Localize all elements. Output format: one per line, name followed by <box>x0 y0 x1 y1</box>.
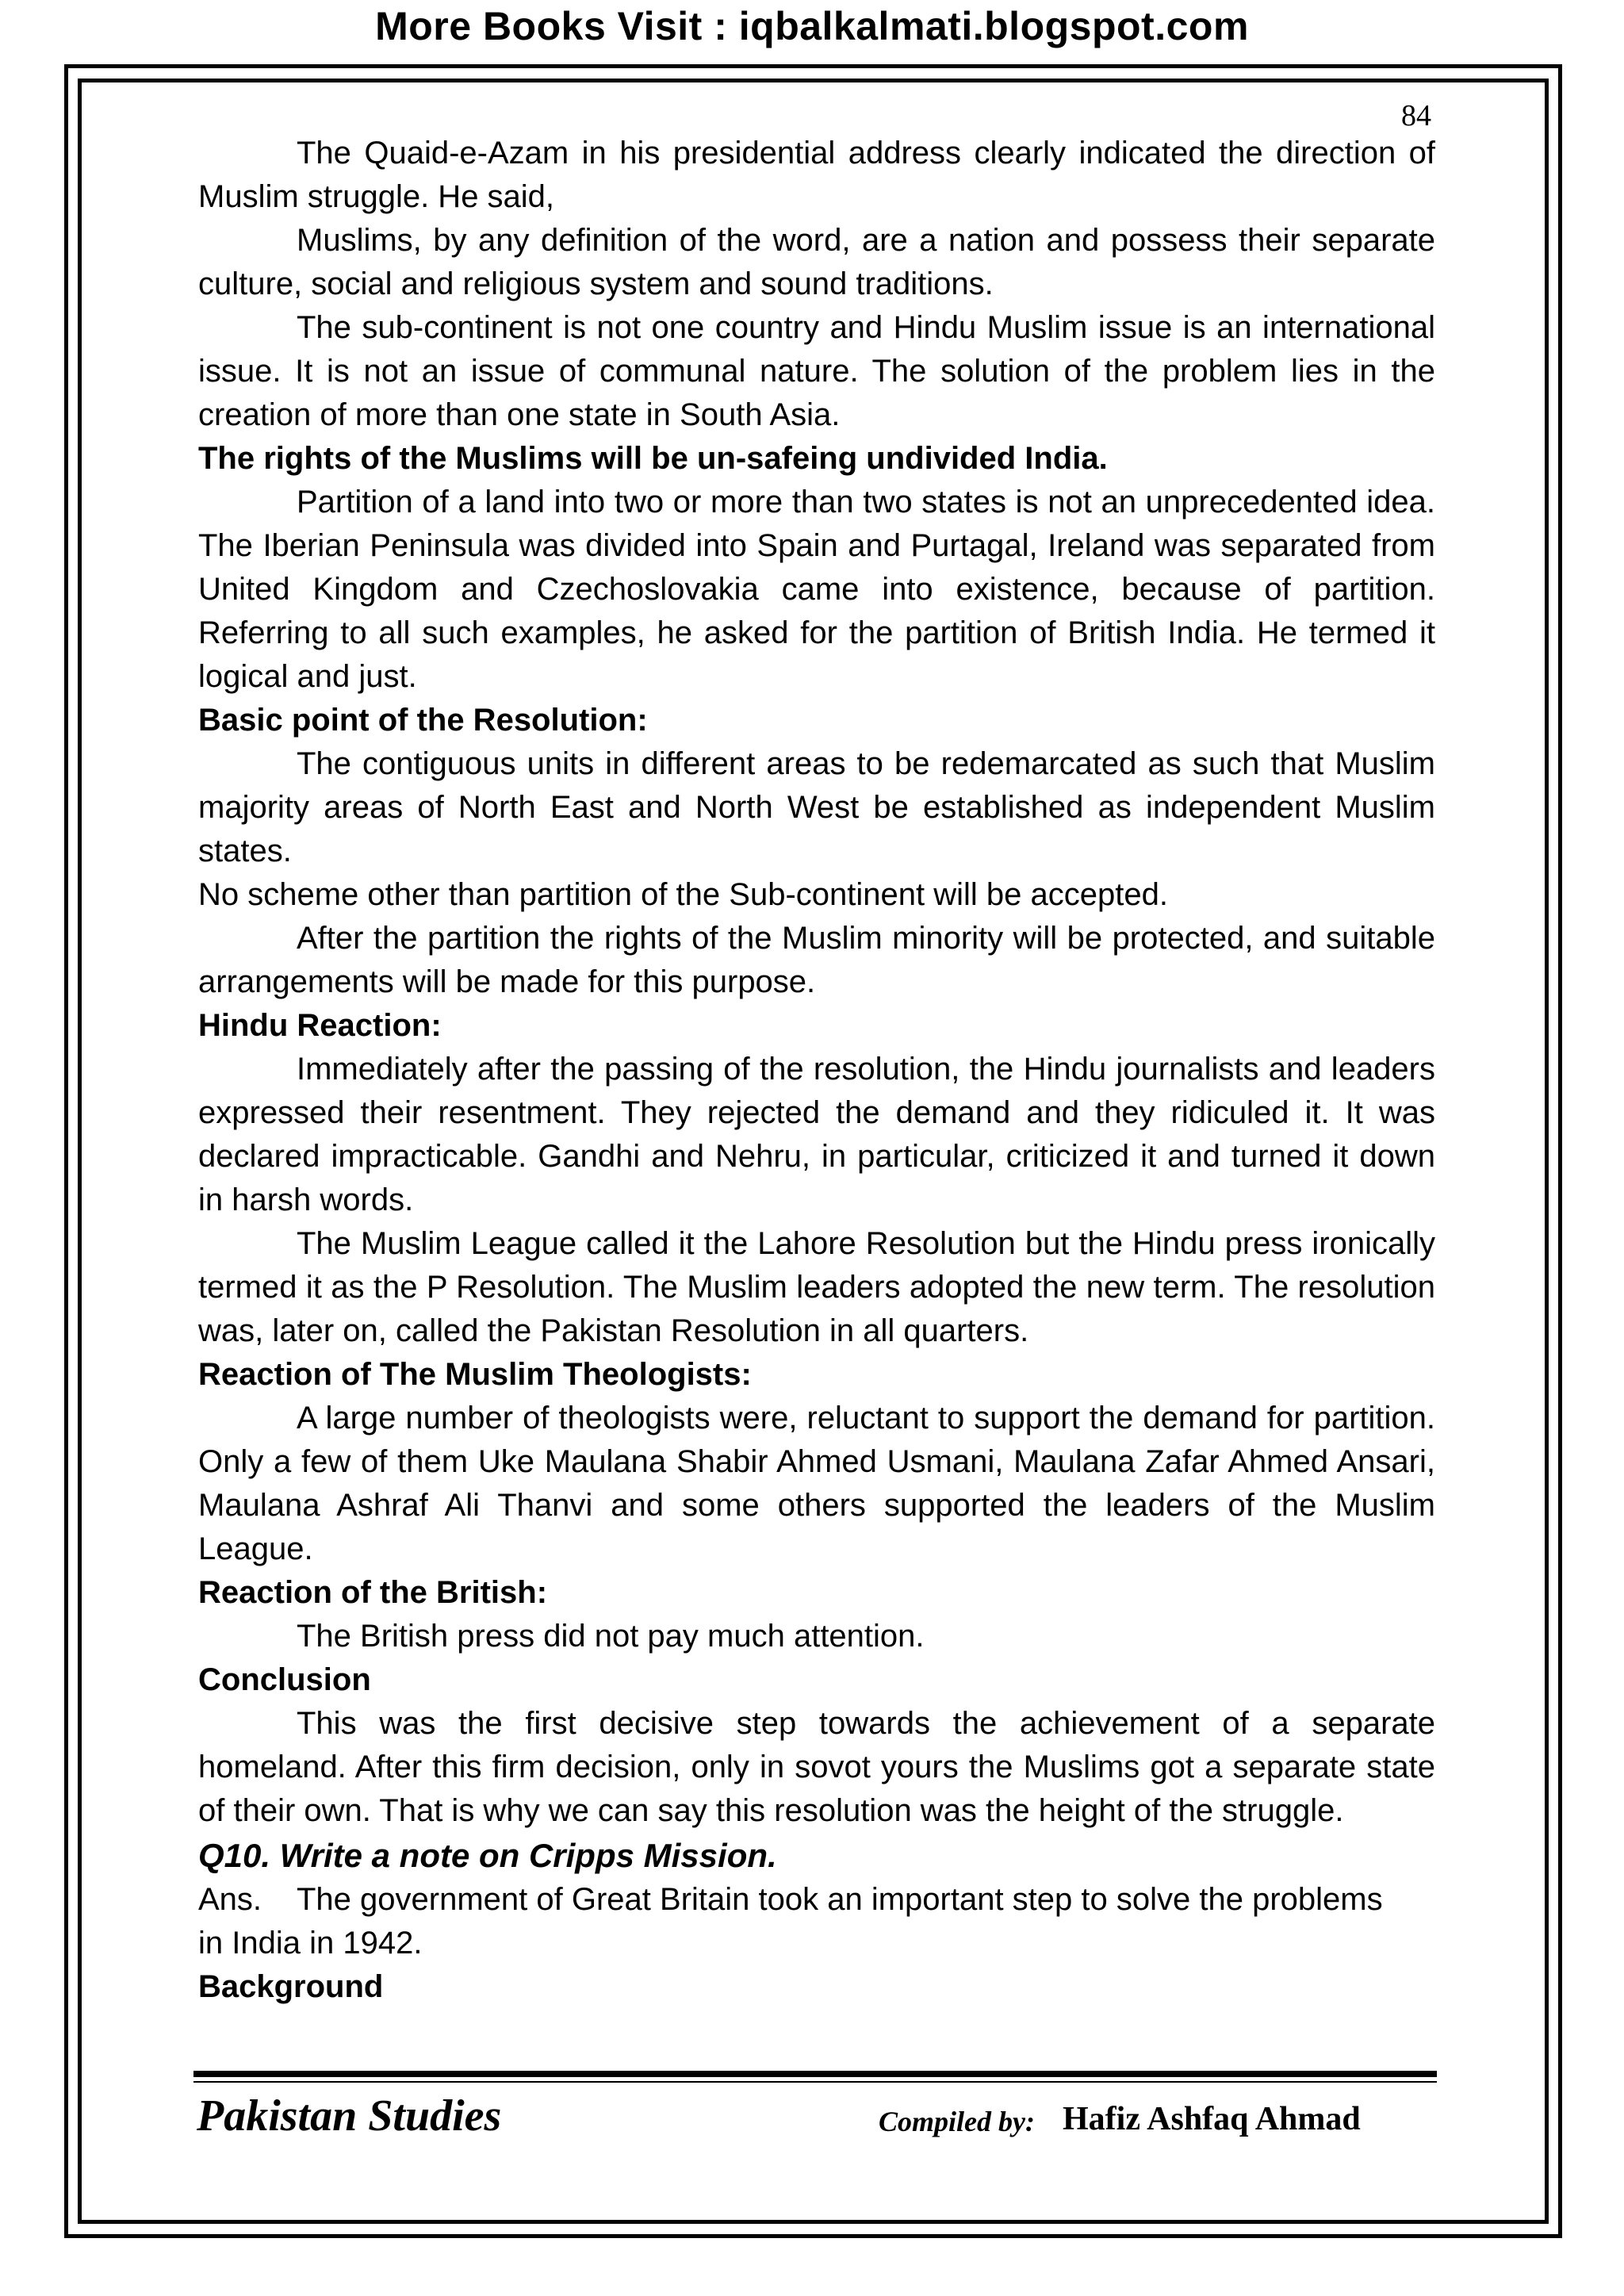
heading-rights-of-muslims: The rights of the Muslims will be un-safeing undivided India. <box>198 441 1108 476</box>
answer-text-first: The government of Great Britain took an important step to solve the problems <box>297 1882 1383 1917</box>
answer-label: Ans. <box>198 1882 262 1917</box>
footer-author: Hafiz Ashfaq Ahmad <box>1063 2101 1361 2137</box>
website-banner: More Books Visit : iqbalkalmati.blogspot.com <box>375 4 1249 48</box>
paragraph-no-other-scheme: No scheme other than partition of the Sub-continent will be accepted. <box>198 877 1168 912</box>
paragraph-muslims-nation: Muslims, by any definition of the word, are a nation and possess their separate culture, social and religious system and sound traditions. <box>198 223 1435 301</box>
paragraph-british-press: The British press did not pay much attention. <box>297 1619 925 1654</box>
paragraph-presidential-address: The Quaid-e-Azam in his presidential address clearly indicated the direction of Muslim struggle. He said, <box>198 136 1435 214</box>
paragraph-hindu-resentment: Immediately after the passing of the resolution, the Hindu journalists and leaders expressed their resentment. They rejected the demand and they ridiculed it. It was declared impracticable. Gandhi and Nehru, in particular, criticized it and turned it down in harsh words. <box>198 1052 1435 1217</box>
heading-theologists-reaction: Reaction of The Muslim Theologists: <box>198 1357 752 1392</box>
paragraph-sub-continent: The sub-continent is not one country and Hindu Muslim issue is an international issue. It is not an issue of communal nature. The solution of the problem lies in the creation of more than one state in South Asia. <box>198 310 1435 432</box>
heading-conclusion: Conclusion <box>198 1662 371 1697</box>
paragraph-contiguous-units: The contiguous units in different areas to be redemarcated as such that Muslim majority areas of North East and North West be established as independent Muslim states. <box>198 746 1435 868</box>
question-q10: Q10. Write a note on Cripps Mission. <box>198 1837 777 1874</box>
footer-rule-thick <box>193 2071 1437 2077</box>
footer-compiled-label: Compiled by: <box>879 2106 1035 2137</box>
heading-background: Background <box>198 1969 384 2004</box>
page-body <box>198 132 1435 2009</box>
paragraph-theologists: A large number of theologists were, reluctant to support the demand for partition. Only a few of them Uke Maulana Shabir Ahmed Usmani, Maulana Zafar Ahmed Ansari, Maulana Ashraf Ali Thanvi and some others supported the leaders of the Muslim League. <box>198 1401 1435 1566</box>
heading-british-reaction: Reaction of the British: <box>198 1575 548 1610</box>
page-number: 84 <box>1401 99 1431 132</box>
paragraph-minority-rights: After the partition the rights of the Muslim minority will be protected, and suitable arrangements will be made for this purpose. <box>198 921 1435 999</box>
heading-basic-point: Basic point of the Resolution: <box>198 703 648 738</box>
answer-text-continuation: in India in 1942. <box>198 1926 423 1961</box>
footer-rule-thin <box>193 2081 1437 2083</box>
paragraph-partition-precedent: Partition of a land into two or more than two states is not an unprecedented idea. The Iberian Peninsula was divided into Spain and Purtagal, Ireland was separated from United Kingdom and Czechoslovakia came into existence, because of partition. Referring to all such examples, he asked for the partition of British India. He termed it logical and just. <box>198 485 1435 694</box>
paragraph-conclusion: This was the first decisive step towards the achievement of a separate homeland. After this firm decision, only in sovot yours the Muslims got a separate state of their own. That is why we can say this resolution was the height of the struggle. <box>198 1706 1435 1828</box>
answer-row <box>198 1878 1435 1922</box>
footer-book-title: Pakistan Studies <box>197 2091 502 2141</box>
paragraph-lahore-resolution: The Muslim League called it the Lahore Resolution but the Hindu press ironically termed it as the P Resolution. The Muslim leaders adopted the new term. The resolution was, later on, called the Pakistan Resolution in all quarters. <box>198 1226 1435 1348</box>
heading-hindu-reaction: Hindu Reaction: <box>198 1008 442 1043</box>
